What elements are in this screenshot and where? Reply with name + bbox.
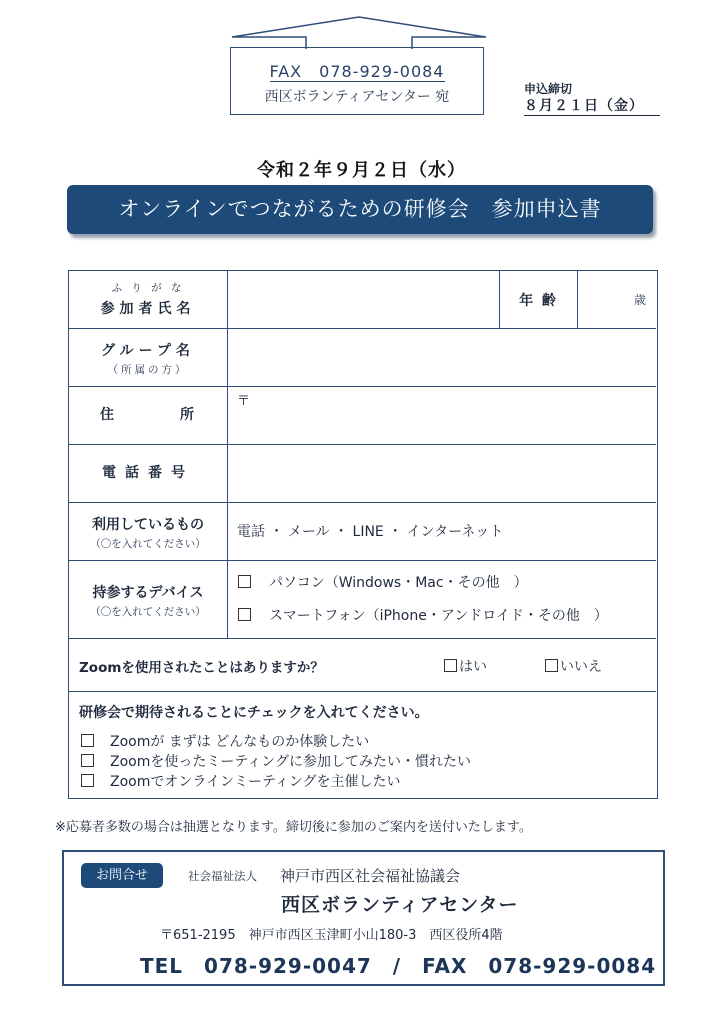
expectation-option-1[interactable]: Zoomが まずは どんなものか体験したい xyxy=(81,731,369,751)
phone-field[interactable] xyxy=(228,445,656,502)
checkbox-icon xyxy=(545,659,558,672)
contact-tag: お問合せ xyxy=(81,863,163,888)
org-prefix: 社会福祉法人 xyxy=(188,869,257,883)
form-row-address xyxy=(69,387,656,445)
using-options-field[interactable] xyxy=(228,503,656,560)
zoom-yes-option[interactable]: はい xyxy=(444,656,487,676)
arrow-up-icon xyxy=(230,15,488,49)
name-label-cell xyxy=(69,271,228,328)
form-row-using xyxy=(69,503,656,561)
form-row-devices xyxy=(69,561,656,639)
age-field[interactable] xyxy=(578,271,656,328)
expectations-heading: 研修会で期待されることにチェックを入れてください。 xyxy=(79,705,429,721)
devices-label-cell xyxy=(69,561,228,638)
using-sub-label: （〇を入れてください） xyxy=(90,538,206,550)
group-label-cell xyxy=(69,329,228,386)
application-form xyxy=(68,270,658,799)
devices-label: 持参するデバイス xyxy=(92,585,204,601)
using-options: 電話 ・ メール ・ LINE ・ インターネット xyxy=(237,524,504,540)
zoom-no-option[interactable]: いいえ xyxy=(545,656,602,676)
checkbox-icon xyxy=(81,754,94,767)
expectation-option-3[interactable]: Zoomでオンラインミーティングを主催したい xyxy=(81,771,401,791)
postal-mark: 〒 xyxy=(237,394,251,409)
devices-sub-label: （〇を入れてください） xyxy=(90,606,206,618)
fax-destination-box xyxy=(230,47,484,115)
age-unit: 歳 xyxy=(633,293,646,307)
form-row-phone xyxy=(69,445,656,503)
participant-name-field[interactable] xyxy=(228,271,498,328)
device-option-pc[interactable]: パソコン（Windows・Mac・その他 ） xyxy=(238,572,528,592)
fax-recipient: 西区ボランティアセンター 宛 xyxy=(264,89,450,105)
phone-label-cell xyxy=(69,445,228,502)
address-label-cell xyxy=(69,387,228,444)
address-field[interactable] xyxy=(228,387,656,444)
using-label: 利用しているもの xyxy=(92,517,204,533)
using-label-cell xyxy=(69,503,228,560)
participant-name-label: 参加者氏名 xyxy=(100,301,196,317)
form-row-expectations xyxy=(69,692,656,797)
device-option-smartphone[interactable]: スマートフォン（iPhone・アンドロイド・その他 ） xyxy=(238,605,608,625)
furigana-label: ふ り が な xyxy=(111,282,185,294)
group-sub-label: （所属の方） xyxy=(107,364,189,376)
form-row-zoom xyxy=(69,639,656,692)
contact-box xyxy=(62,850,665,986)
contact-address: 〒651-2195 神戸市西区玉津町小山180-3 西区役所4階 xyxy=(160,928,503,943)
checkbox-icon xyxy=(238,608,251,621)
checkbox-icon xyxy=(81,734,94,747)
age-label: 年 齢 xyxy=(519,293,558,309)
address-label: 住 所 xyxy=(100,407,196,423)
center-name: 西区ボランティアセンター xyxy=(281,894,519,916)
phone-label: 電話番号 xyxy=(102,465,194,481)
form-row-name xyxy=(69,271,656,329)
group-label: グループ名 xyxy=(101,343,195,359)
checkbox-icon xyxy=(238,575,251,588)
deadline-label: 申込締切 xyxy=(524,82,573,96)
checkbox-icon xyxy=(81,774,94,787)
checkbox-icon xyxy=(444,659,457,672)
org-name: 神戸市西区社会福祉協議会 xyxy=(280,867,461,885)
deadline-date: ８月２１日（金） xyxy=(524,98,660,116)
zoom-question: Zoomを使用されたことはありますか？ xyxy=(79,660,324,676)
event-date: 令和２年９月２日（水） xyxy=(257,160,466,181)
selection-note: ※応募者多数の場合は抽選となります。締切後に参加のご案内を送付いたします。 xyxy=(55,820,532,835)
contact-phones: TEL 078-929-0047 / FAX 078-929-0084 xyxy=(140,954,657,978)
group-field[interactable] xyxy=(228,329,656,386)
expectation-option-2[interactable]: Zoomを使ったミーティングに参加してみたい・慣れたい xyxy=(81,751,471,771)
fax-number: FAX 078-929-0084 xyxy=(269,62,445,81)
devices-field xyxy=(228,561,656,638)
page-title: オンラインでつながるための研修会 参加申込書 xyxy=(67,185,653,234)
form-row-group xyxy=(69,329,656,387)
